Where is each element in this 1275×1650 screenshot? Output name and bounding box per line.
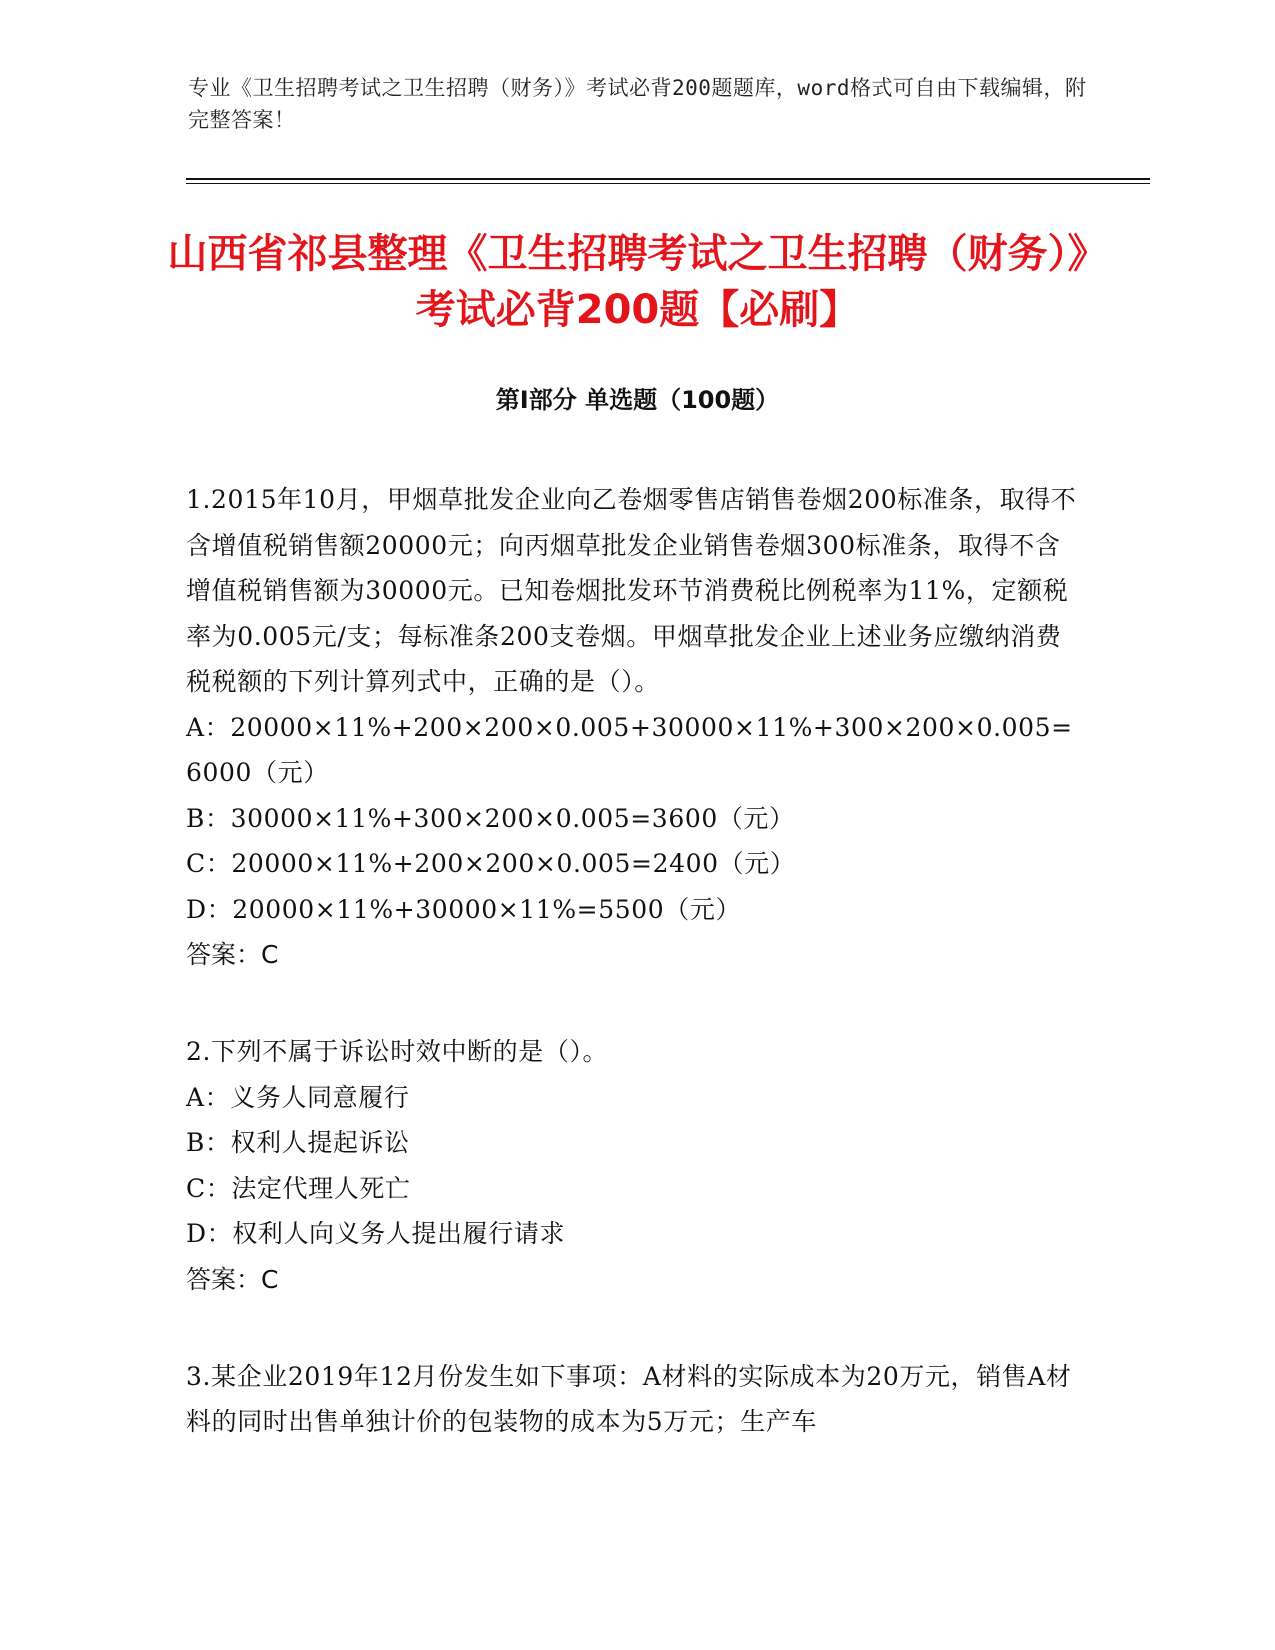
option-a: A：义务人同意履行	[186, 1082, 410, 1112]
question-3	[186, 1354, 1086, 1445]
option-a: A：20000×11%+200×200×0.005+30000×11%+300×200×0.005=6000（元）	[186, 712, 1073, 787]
option-d: D：权利人向义务人提出履行请求	[186, 1219, 566, 1248]
option-b: B：权利人提起诉讼	[186, 1128, 410, 1157]
section-heading: 第Ⅰ部分 单选题（100题）	[495, 386, 780, 414]
question-stem: 2.下列不属于诉讼时效中断的是（）。	[186, 1037, 609, 1066]
question-1	[186, 477, 1086, 977]
header-note: 专业《卫生招聘考试之卫生招聘（财务）》考试必背200题题库，word格式可自由下载编辑，附完整答案！	[188, 76, 1087, 132]
question-2	[186, 1029, 1086, 1302]
option-c: C：法定代理人死亡	[186, 1173, 411, 1203]
header-divider	[186, 178, 1150, 180]
option-c: C：20000×11%+200×200×0.005=2400（元）	[186, 849, 796, 878]
answer-line: 答案：C	[186, 1264, 279, 1294]
option-d: D：20000×11%+30000×11%=5500（元）	[186, 894, 742, 924]
question-list	[186, 477, 1086, 1497]
answer-line: 答案：C	[186, 940, 279, 969]
header-divider-thin	[186, 183, 1150, 184]
question-stem: 1.2015年10月，甲烟草批发企业向乙卷烟零售店销售卷烟200标准条，取得不含增值税销售额20000元；向丙烟草批发企业销售卷烟300标准条，取得不含增值税销售额为30000元。已知卷烟批发环节消费税比例税率为11%，定额税率为0.005元/支；每标准条200支卷烟。甲烟草批发企业上述业务应缴纳消费税税额的下列计算列式中，正确的是（）。	[186, 485, 1077, 696]
document-title: 山西省祁县整理《卫生招聘考试之卫生招聘（财务）》考试必背200题【必刷】	[167, 231, 1108, 333]
question-stem: 3.某企业2019年12月份发生如下事项：A材料的实际成本为20万元，销售A材料的同时出售单独计价的包装物的成本为5万元；生产车	[186, 1361, 1072, 1436]
option-b: B：30000×11%+300×200×0.005=3600（元）	[186, 803, 795, 833]
